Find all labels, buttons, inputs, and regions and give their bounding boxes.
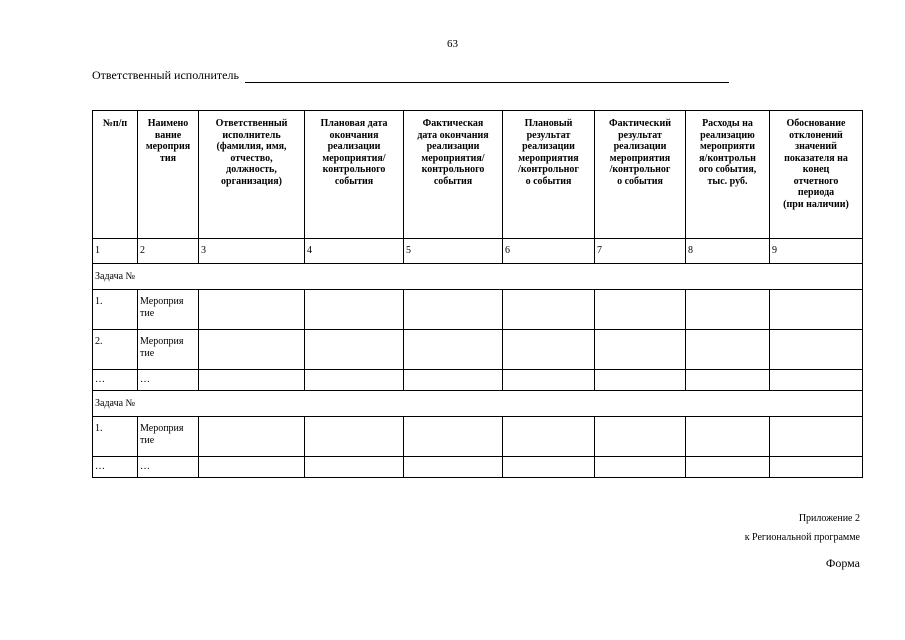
column-number-cell: 5	[404, 239, 503, 264]
header-line: №п/п	[102, 118, 128, 129]
empty-cell	[199, 457, 305, 478]
header-line: конец	[802, 164, 830, 175]
empty-cell	[305, 290, 404, 330]
header-line: события	[334, 175, 374, 187]
empty-cell	[404, 457, 503, 478]
report-table	[92, 110, 863, 478]
header-line: Фактический	[609, 118, 671, 129]
header-line: окончания	[329, 129, 379, 141]
header-line: Расходы на	[702, 118, 753, 129]
header-line: тия	[159, 152, 177, 164]
event-name-line: Мероприя	[140, 423, 184, 434]
signature-blank-line	[245, 70, 729, 83]
column-header-4	[305, 111, 404, 239]
column-header-8	[686, 111, 770, 239]
column-header-5	[404, 111, 503, 239]
empty-cell	[404, 370, 503, 391]
empty-cell	[686, 370, 770, 391]
event-name-cell: …	[138, 457, 199, 478]
ellipsis-row	[93, 370, 863, 391]
event-row	[93, 290, 863, 330]
table-header-row	[93, 111, 863, 239]
header-line: контрольного	[322, 164, 386, 175]
header-line: отклонений	[789, 129, 843, 141]
empty-cell	[686, 290, 770, 330]
event-name-line: тие	[140, 308, 155, 319]
header-line: Ответственный	[215, 118, 288, 129]
empty-cell	[305, 417, 404, 457]
header-line: Наимено	[147, 118, 189, 129]
event-name-line: тие	[140, 435, 155, 446]
event-name-line: тие	[140, 348, 155, 359]
header-line: (фамилия, имя,	[216, 141, 287, 152]
column-number-row	[93, 239, 863, 264]
header-line: о события	[525, 175, 572, 187]
column-header-1	[93, 111, 138, 239]
header-line: исполнитель	[222, 129, 281, 141]
empty-cell	[770, 330, 863, 370]
header-line: результат	[526, 129, 571, 141]
row-number-cell: 1.	[93, 290, 138, 330]
empty-cell	[199, 330, 305, 370]
empty-cell	[503, 417, 595, 457]
empty-cell	[686, 457, 770, 478]
empty-cell	[595, 457, 686, 478]
empty-cell	[199, 290, 305, 330]
header-line: отчетного	[793, 175, 839, 187]
ellipsis-row	[93, 457, 863, 478]
header-line: мероприятия	[518, 152, 579, 164]
empty-cell	[305, 370, 404, 391]
empty-cell	[686, 417, 770, 457]
column-number-cell: 9	[770, 239, 863, 264]
responsible-executor-line	[92, 68, 729, 83]
form-label: Форма	[825, 556, 860, 570]
header-line: события	[433, 175, 473, 187]
header-line: мероприятия/	[322, 152, 386, 164]
table-body	[93, 239, 863, 478]
annex-title: Приложение 2	[798, 513, 860, 524]
empty-cell	[503, 330, 595, 370]
header-line: дата окончания	[417, 129, 489, 141]
empty-cell	[686, 330, 770, 370]
event-name-cell	[138, 330, 199, 370]
row-number-cell: …	[93, 370, 138, 391]
header-line: организация)	[221, 175, 282, 187]
header-line: реализацию	[700, 129, 755, 141]
event-name-line: Мероприя	[140, 336, 184, 347]
empty-cell	[770, 370, 863, 391]
column-header-2	[138, 111, 199, 239]
header-line: мероприятия/	[421, 152, 485, 164]
empty-cell	[199, 370, 305, 391]
empty-cell	[595, 370, 686, 391]
row-number-cell: …	[93, 457, 138, 478]
column-number-cell: 6	[503, 239, 595, 264]
header-line: мероприяти	[700, 141, 755, 152]
header-line: /контрольног	[518, 164, 579, 175]
row-number-cell: 1.	[93, 417, 138, 457]
header-line: периода	[797, 187, 835, 198]
task-label: Задача №	[93, 264, 863, 290]
empty-cell	[404, 290, 503, 330]
header-line: значений	[795, 141, 837, 152]
header-line: о события	[617, 175, 663, 187]
empty-cell	[770, 290, 863, 330]
header-line: Плановый	[524, 118, 573, 129]
header-line: (при наличии)	[783, 198, 849, 210]
header-line: Фактическая	[422, 118, 484, 129]
header-line: мероприятия	[609, 152, 671, 164]
column-number-cell: 3	[199, 239, 305, 264]
empty-cell	[503, 370, 595, 391]
empty-cell	[770, 417, 863, 457]
column-number-cell: 2	[138, 239, 199, 264]
page-number: 63	[447, 38, 458, 50]
empty-cell	[305, 330, 404, 370]
header-line: контрольного	[421, 164, 485, 175]
header-line: реализации	[426, 141, 480, 152]
event-name-line: Мероприя	[140, 296, 184, 307]
header-line: мероприя	[145, 141, 191, 152]
column-number-cell: 7	[595, 239, 686, 264]
empty-cell	[770, 457, 863, 478]
column-header-3	[199, 111, 305, 239]
empty-cell	[404, 330, 503, 370]
header-line: реализации	[613, 141, 667, 152]
empty-cell	[595, 417, 686, 457]
header-line: я/контрольн	[699, 152, 756, 164]
event-name-cell	[138, 417, 199, 457]
task-label: Задача №	[93, 391, 863, 417]
empty-cell	[305, 457, 404, 478]
header-line: Обосновaние	[786, 118, 846, 129]
column-header-9	[770, 111, 863, 239]
annex-subtitle: к Региональной программе	[744, 532, 860, 543]
responsible-executor-label: Ответственный исполнитель	[92, 68, 239, 82]
empty-cell	[503, 290, 595, 330]
column-header-6	[503, 111, 595, 239]
column-number-cell: 1	[93, 239, 138, 264]
header-line: показателя на	[784, 152, 848, 164]
row-number-cell: 2.	[93, 330, 138, 370]
empty-cell	[503, 457, 595, 478]
event-name-cell	[138, 290, 199, 330]
header-line: вание	[154, 129, 182, 141]
header-line: должность,	[226, 164, 277, 175]
header-line: Плановая дата	[320, 118, 388, 129]
empty-cell	[199, 417, 305, 457]
empty-cell	[404, 417, 503, 457]
event-name-cell: …	[138, 370, 199, 391]
column-header-7	[595, 111, 686, 239]
header-line: тыс. руб.	[707, 175, 748, 187]
header-line: отчество,	[230, 152, 273, 164]
task-row	[93, 391, 863, 417]
header-line: реализации	[522, 141, 575, 152]
empty-cell	[595, 330, 686, 370]
task-row	[93, 264, 863, 290]
event-row	[93, 417, 863, 457]
empty-cell	[595, 290, 686, 330]
header-line: ого события,	[698, 164, 757, 175]
header-line: /контрольног	[609, 164, 671, 175]
header-line: реализации	[327, 141, 381, 152]
annex-note	[745, 509, 860, 547]
column-number-cell: 8	[686, 239, 770, 264]
column-number-cell: 4	[305, 239, 404, 264]
event-row	[93, 330, 863, 370]
header-line: результат	[618, 129, 662, 141]
